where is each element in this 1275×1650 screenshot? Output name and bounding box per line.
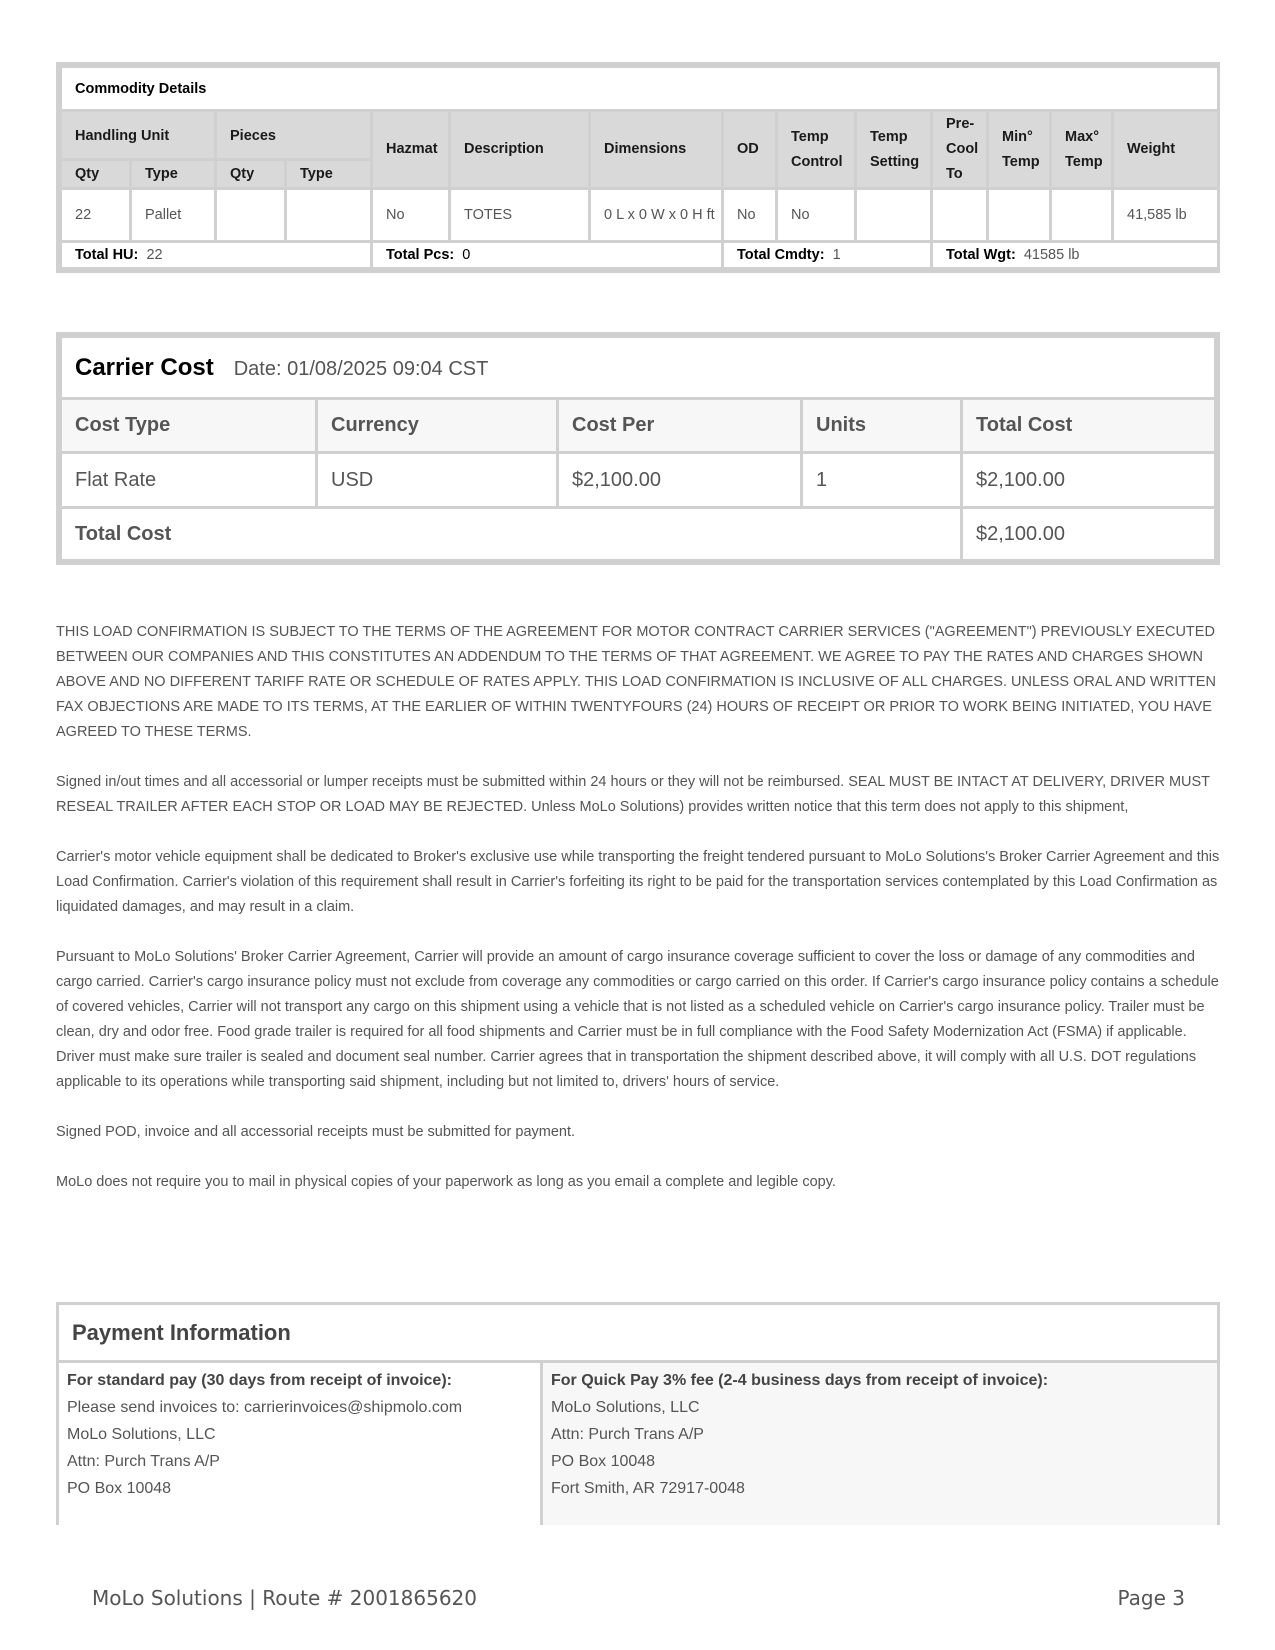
terms-paragraph: MoLo does not require you to mail in physical copies of your paperwork as long as you email a complete and legible copy. [56, 1174, 836, 1190]
standard-pay-heading: For standard pay (30 days from receipt of invoice): [67, 1372, 452, 1389]
terms-paragraph: THIS LOAD CONFIRMATION IS SUBJECT TO THE TERMS OF THE AGREEMENT FOR MOTOR CONTRACT CARRIER SERVICES ("AGREEMENT") PREVIOUSLY EXECUTED BETWEEN OUR COMPANIES AND THIS CONSTITUTES AN ADDENDUM TO THE TERMS OF THAT AGREEMENT. WE AGREE TO PAY THE RATES AND CHARGES SHOWN ABOVE AND NO DIFFERENT TARIFF RATE OR SCHEDULE OF RATES APPLY. THIS LOAD CONFIRMATION IS INCLUSIVE OF ALL CHARGES. UNLESS ORAL AND WRITTEN FAX OBJECTIONS ARE MADE TO ITS TERMS, AT THE EARLIER OF WITHIN TWENTYFOURS (24) HOURS OF RECEIPT OR PRIOR TO WORK BEING INITIATED, YOU HAVE AGREED TO THESE TERMS. [56, 624, 1216, 740]
commodity-title: Commodity Details [61, 67, 1219, 111]
header-pcs-type: Type [286, 160, 372, 189]
table-row [61, 189, 1219, 242]
col-units: Units [802, 399, 962, 453]
quick-pay-column [543, 1363, 1217, 1525]
cell-dimensions: 0 L x 0 W x 0 H ft [590, 189, 723, 242]
quick-pay-line: MoLo Solutions, LLC [551, 1399, 700, 1416]
header-pre-cool-to: Pre-Cool To [932, 111, 988, 189]
footer-route: MoLo Solutions | Route # 2001865620 [92, 1586, 477, 1610]
total-wgt-label: Total Wgt: [946, 247, 1016, 263]
cell-currency: USD [317, 453, 558, 508]
quick-pay-line: Fort Smith, AR 72917-0048 [551, 1480, 745, 1497]
carrier-cost-date: Date: 01/08/2025 09:04 CST [233, 357, 489, 380]
cell-weight: 41,585 lb [1113, 189, 1219, 242]
totals-row [61, 242, 1219, 269]
header-weight: Weight [1113, 111, 1219, 189]
quick-pay-heading: For Quick Pay 3% fee (2-4 business days from receipt of invoice): [551, 1372, 1049, 1389]
footer-page-number: Page 3 [1117, 1586, 1185, 1610]
col-total-cost: Total Cost [962, 399, 1216, 453]
header-dimensions: Dimensions [590, 111, 723, 189]
standard-pay-column [59, 1363, 543, 1525]
standard-pay-line: Please send invoices to: carrierinvoices@shipmolo.com [67, 1399, 463, 1416]
col-currency: Currency [317, 399, 558, 453]
cell-pcs-type [286, 189, 372, 242]
header-pcs-qty: Qty [216, 160, 286, 189]
terms-paragraph: Carrier's motor vehicle equipment shall be dedicated to Broker's exclusive use while transporting the freight tendered pursuant to MoLo Solutions's Broker Carrier Agreement and this Load Confirmation. Carrier's violation of this requirement shall result in Carrier's forfeiting its right to be paid for the transportation services contemplated by this Load Confirmation as liquidated damages, and may result in a claim. [56, 849, 1220, 915]
header-max-temp: Max° Temp [1051, 111, 1113, 189]
cell-hazmat: No [372, 189, 450, 242]
cell-temp-setting [856, 189, 932, 242]
total-pcs-value: 0 [462, 247, 471, 263]
total-pcs-label: Total Pcs: [386, 247, 455, 263]
header-description: Description [450, 111, 590, 189]
cell-cost-per: $2,100.00 [558, 453, 802, 508]
carrier-cost-title: Carrier Cost [75, 353, 214, 381]
col-cost-type: Cost Type [61, 399, 317, 453]
header-hazmat: Hazmat [372, 111, 450, 189]
header-pieces: Pieces [216, 111, 372, 160]
commodity-details-table [56, 62, 1220, 273]
header-od: OD [723, 111, 777, 189]
cell-max-temp [1051, 189, 1113, 242]
header-temp-setting: Temp Setting [856, 111, 932, 189]
header-handling-unit: Handling Unit [61, 111, 216, 160]
col-cost-per: Cost Per [558, 399, 802, 453]
terms-paragraph: Signed POD, invoice and all accessorial receipts must be submitted for payment. [56, 1124, 576, 1140]
standard-pay-line: Attn: Purch Trans A/P [67, 1453, 220, 1470]
cell-units: 1 [802, 453, 962, 508]
cell-cost-type: Flat Rate [61, 453, 317, 508]
header-hu-qty: Qty [61, 160, 131, 189]
total-hu [61, 242, 372, 269]
standard-pay-line: MoLo Solutions, LLC [67, 1426, 216, 1443]
header-min-temp: Min° Temp [988, 111, 1051, 189]
total-hu-label: Total HU: [75, 247, 139, 263]
total-pcs [372, 242, 723, 269]
cell-hu-type: Pallet [131, 189, 216, 242]
total-cmdty-value: 1 [832, 247, 841, 263]
quick-pay-line: Attn: Purch Trans A/P [551, 1426, 704, 1443]
cell-pcs-qty [216, 189, 286, 242]
header-hu-type: Type [131, 160, 216, 189]
cell-total-cost: $2,100.00 [962, 453, 1216, 508]
total-hu-value: 22 [146, 247, 163, 263]
payment-title: Payment Information [59, 1305, 1217, 1363]
total-cost-value: $2,100.00 [962, 508, 1216, 561]
total-cmdty [723, 242, 932, 269]
table-row [61, 453, 1216, 508]
terms-paragraph: Pursuant to MoLo Solutions' Broker Carrier Agreement, Carrier will provide an amount of cargo insurance coverage sufficient to cover the loss or damage of any commodities and cargo carried. Carrier's cargo insurance policy must not exclude from coverage any commodities or cargo carried on this order. If Carrier's cargo insurance policy contains a schedule of covered vehicles, Carrier will not transport any cargo on this shipment using a vehicle that is not listed as a scheduled vehicle on Carrier's cargo insurance policy. Trailer must be clean, dry and odor free. Food grade trailer is required for all food shipments and Carrier must be in full compliance with the Food Safety Modernization Act (FSMA) if applicable. Driver must make sure trailer is sealed and document seal number. Carrier agrees that in transportation the shipment described above, it will comply with all U.S. DOT regulations applicable to its operations while transporting said shipment, including but not limited to, drivers' hours of service. [56, 949, 1219, 1090]
total-cmdty-label: Total Cmdty: [737, 247, 825, 263]
cell-temp-control: No [777, 189, 856, 242]
carrier-cost-header [61, 337, 1216, 399]
total-wgt-value: 41585 lb [1023, 247, 1080, 263]
quick-pay-line: PO Box 10048 [551, 1453, 656, 1470]
cell-pre-cool-to [932, 189, 988, 242]
payment-information [56, 1302, 1220, 1525]
total-wgt [932, 242, 1219, 269]
total-cost-label: Total Cost [61, 508, 962, 561]
cell-min-temp [988, 189, 1051, 242]
header-temp-control: Temp Control [777, 111, 856, 189]
cell-description: TOTES [450, 189, 590, 242]
cell-od: No [723, 189, 777, 242]
carrier-cost-table [56, 332, 1220, 565]
standard-pay-line: PO Box 10048 [67, 1480, 172, 1497]
terms-paragraph: Signed in/out times and all accessorial or lumper receipts must be submitted within 24 hours or they will not be reimbursed. SEAL MUST BE INTACT AT DELIVERY, DRIVER MUST RESEAL TRAILER AFTER EACH STOP OR LOAD MAY BE REJECTED. Unless MoLo Solutions) provides written notice that this term does not apply to this shipment, [56, 774, 1210, 815]
cell-hu-qty: 22 [61, 189, 131, 242]
terms-section [56, 620, 1226, 1220]
